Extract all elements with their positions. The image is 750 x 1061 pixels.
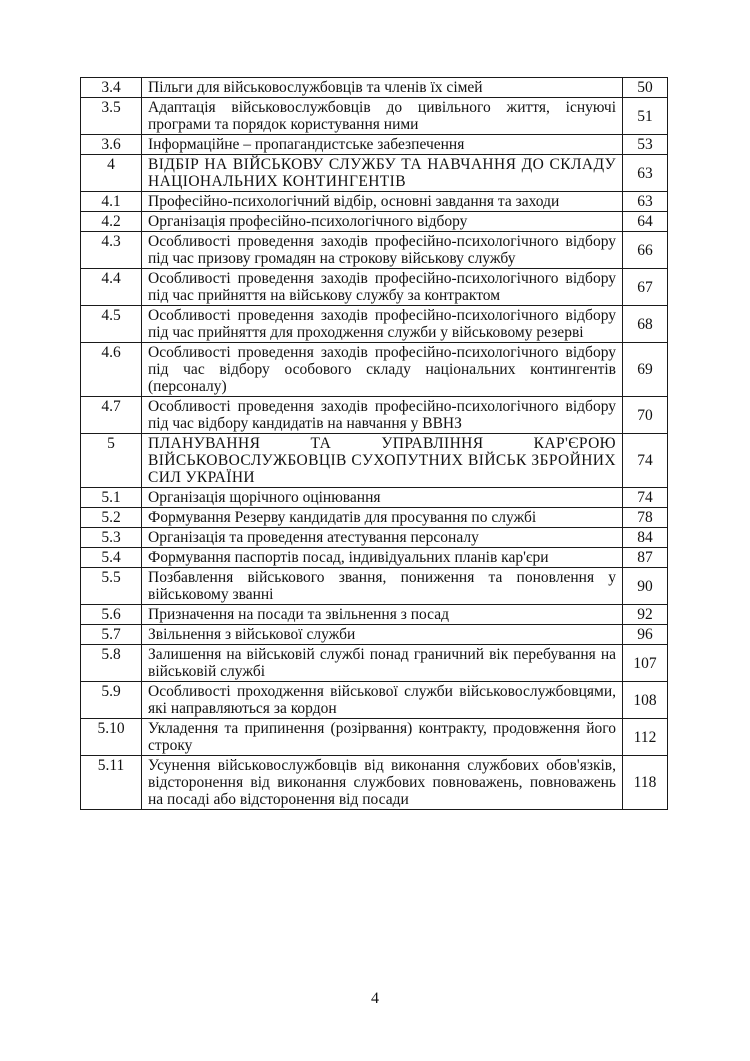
table-of-contents (80, 77, 668, 810)
section-title: Пільги для військовослужбовців та членів їх сімей (142, 78, 623, 98)
section-title: Особливості проведення заходів професійно-психологічного відбору під час прийняття на військову службу за контрактом (142, 269, 623, 306)
section-title: Особливості проведення заходів професійно-психологічного відбору під час призову громадян на строкову військову службу (142, 232, 623, 269)
section-page: 108 (623, 682, 668, 719)
toc-row (81, 212, 668, 232)
section-title: Формування Резерву кандидатів для просування по службі (142, 508, 623, 528)
toc-row (81, 682, 668, 719)
toc-row (81, 719, 668, 756)
section-number: 5.6 (81, 605, 142, 625)
toc-row (81, 232, 668, 269)
toc-chapter-row (81, 155, 668, 192)
section-number: 5.4 (81, 548, 142, 568)
section-title: Звільнення з військової служби (142, 625, 623, 645)
section-number: 5 (81, 434, 142, 488)
section-title: Інформаційне – пропагандистське забезпечення (142, 135, 623, 155)
section-page: 64 (623, 212, 668, 232)
section-title: ВІДБІР НА ВІЙСЬКОВУ СЛУЖБУ ТА НАВЧАННЯ ДО СКЛАДУ НАЦІОНАЛЬНИХ КОНТИНГЕНТІВ (142, 155, 623, 192)
section-page: 51 (623, 98, 668, 135)
section-page: 70 (623, 397, 668, 434)
section-title: Призначення на посади та звільнення з посад (142, 605, 623, 625)
toc-chapter-row (81, 434, 668, 488)
toc-row (81, 645, 668, 682)
section-title: Формування паспортів посад, індивідуальних планів кар'єри (142, 548, 623, 568)
section-number: 4.4 (81, 269, 142, 306)
toc-row (81, 397, 668, 434)
section-number: 4.1 (81, 192, 142, 212)
toc-row (81, 548, 668, 568)
section-page: 63 (623, 192, 668, 212)
section-number: 3.5 (81, 98, 142, 135)
section-page: 90 (623, 568, 668, 605)
toc-row (81, 78, 668, 98)
toc-row (81, 488, 668, 508)
section-page: 87 (623, 548, 668, 568)
section-page: 96 (623, 625, 668, 645)
page-number: 4 (371, 990, 379, 1007)
section-page: 50 (623, 78, 668, 98)
toc-row (81, 568, 668, 605)
toc-row (81, 192, 668, 212)
toc-row (81, 343, 668, 397)
section-number: 5.8 (81, 645, 142, 682)
section-page: 66 (623, 232, 668, 269)
section-page: 84 (623, 528, 668, 548)
section-number: 4.2 (81, 212, 142, 232)
toc-row (81, 135, 668, 155)
section-number: 4 (81, 155, 142, 192)
section-page: 74 (623, 434, 668, 488)
section-number: 5.3 (81, 528, 142, 548)
section-title: Організація професійно-психологічного відбору (142, 212, 623, 232)
section-number: 4.6 (81, 343, 142, 397)
section-title: Організація та проведення атестування персоналу (142, 528, 623, 548)
toc-body (81, 78, 668, 810)
section-number: 5.1 (81, 488, 142, 508)
section-page: 118 (623, 756, 668, 810)
section-page: 53 (623, 135, 668, 155)
section-title: Особливості проведення заходів професійно-психологічного відбору під час відбору особового складу національних контингентів (персоналу) (142, 343, 623, 397)
section-page: 68 (623, 306, 668, 343)
section-page: 69 (623, 343, 668, 397)
section-number: 5.5 (81, 568, 142, 605)
section-number: 5.9 (81, 682, 142, 719)
section-page: 78 (623, 508, 668, 528)
toc-row (81, 98, 668, 135)
section-title: ПЛАНУВАННЯ ТА УПРАВЛІННЯ КАР'ЄРОЮ ВІЙСЬКОВОСЛУЖБОВЦІВ СУХОПУТНИХ ВІЙСЬК ЗБРОЙНИХ СИЛ УКРАЇНИ (142, 434, 623, 488)
section-page: 112 (623, 719, 668, 756)
section-title: Професійно-психологічний відбір, основні завдання та заходи (142, 192, 623, 212)
section-number: 3.6 (81, 135, 142, 155)
section-page: 63 (623, 155, 668, 192)
section-title: Залишення на військовій службі понад граничний вік перебування на військовій службі (142, 645, 623, 682)
section-page: 74 (623, 488, 668, 508)
section-number: 4.7 (81, 397, 142, 434)
toc-row (81, 528, 668, 548)
toc-row (81, 508, 668, 528)
section-page: 92 (623, 605, 668, 625)
section-number: 4.3 (81, 232, 142, 269)
section-page: 107 (623, 645, 668, 682)
toc-row (81, 625, 668, 645)
section-title: Організація щорічного оцінювання (142, 488, 623, 508)
section-title: Особливості проходження військової служби військовослужбовцями, які направляються за кордон (142, 682, 623, 719)
section-title: Позбавлення військового звання, пониження та поновлення у військовому званні (142, 568, 623, 605)
section-title: Особливості проведення заходів професійно-психологічного відбору під час прийняття для проходження служби у військовому резерві (142, 306, 623, 343)
section-title: Усунення військовослужбовців від виконання службових обов'язків, відсторонення від виконання службових повноважень, повноважень на посаді або відсторонення від посади (142, 756, 623, 810)
section-number: 5.11 (81, 756, 142, 810)
toc-row (81, 605, 668, 625)
section-title: Адаптація військовослужбовців до цивільного життя, існуючі програми та порядок користування ними (142, 98, 623, 135)
section-number: 5.2 (81, 508, 142, 528)
section-number: 5.10 (81, 719, 142, 756)
section-number: 5.7 (81, 625, 142, 645)
toc-row (81, 306, 668, 343)
toc-row (81, 269, 668, 306)
section-number: 3.4 (81, 78, 142, 98)
section-title: Особливості проведення заходів професійно-психологічного відбору під час відбору кандидатів на навчання у ВВНЗ (142, 397, 623, 434)
section-page: 67 (623, 269, 668, 306)
section-title: Укладення та припинення (розірвання) контракту, продовження його строку (142, 719, 623, 756)
section-number: 4.5 (81, 306, 142, 343)
toc-row (81, 756, 668, 810)
